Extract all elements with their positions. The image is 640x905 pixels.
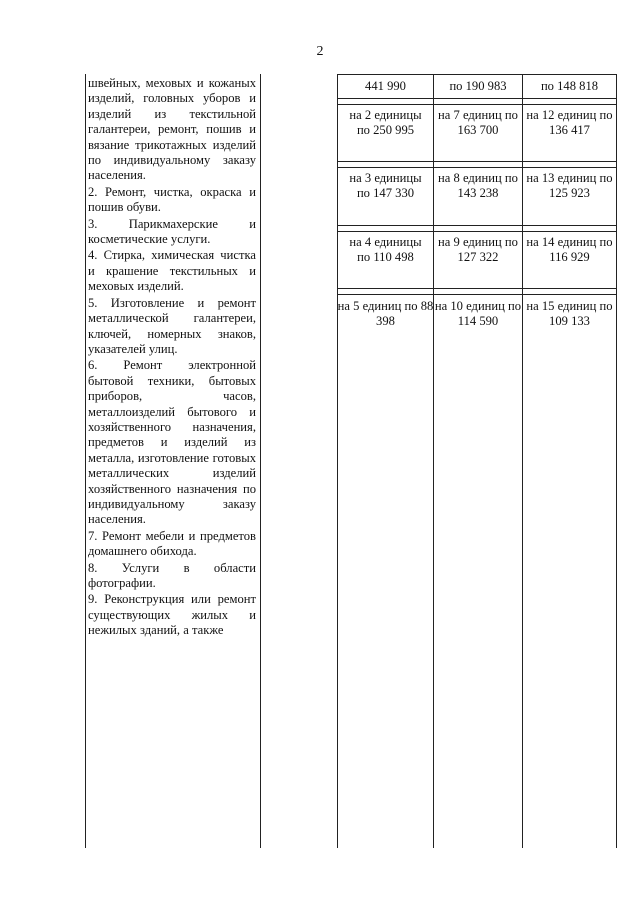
grid-cell: на 5 единиц по 88 398: [337, 294, 434, 330]
grid-cell: на 15 единиц по 109 133: [522, 294, 617, 330]
grid-cell: на 9 единиц по 127 322: [433, 231, 523, 289]
grid-cell: на 10 единиц по 114 590: [433, 294, 523, 330]
grid-cell: 441 990: [337, 74, 434, 99]
service-item: 6. Ремонт электронной бытовой техники, бытовых приборов, часов, металлоизделий бытового и хозяйственного назначения, предметов и изделий из металла, изготовление готовых металлических изделий хозяйственного назначения по индивидуальному заказу населения.: [88, 358, 256, 527]
grid-cell: на 8 единиц по 143 238: [433, 167, 523, 226]
services-list: [88, 76, 256, 639]
grid-cell: на 7 единиц по 163 700: [433, 104, 523, 162]
service-item: 5. Изготовление и ремонт металлической галантереи, ключей, номерных знаков, указателей улиц.: [88, 295, 256, 356]
service-item: швейных, меховых и кожаных изделий, головных уборов и изделий из текстильной галантереи, ремонт, пошив и вязание трикотажных изделий по индивидуальному заказу населения.: [88, 76, 256, 183]
service-item: 4. Стирка, химическая чистка и крашение текстильных и меховых изделий.: [88, 248, 256, 294]
grid-cell: на 4 единицы по 110 498: [337, 231, 434, 289]
grid-cell: на 14 единиц по 116 929: [522, 231, 617, 289]
column-divider: [260, 74, 261, 848]
page-number: 2: [316, 44, 324, 59]
grid-cell: по 190 983: [433, 74, 523, 99]
grid-cell: по 148 818: [522, 74, 617, 99]
service-item: 9. Реконструкция или ремонт существующих жилых и нежилых зданий, а также: [88, 592, 256, 638]
grid-cell: на 2 единицы по 250 995: [337, 104, 434, 162]
grid-cell: на 13 единиц по 125 923: [522, 167, 617, 226]
service-item: 8. Услуги в области фотографии.: [88, 560, 256, 590]
service-item: 3. Парикмахерские и косметические услуги.: [88, 216, 256, 247]
grid-cell: на 3 единицы по 147 330: [337, 167, 434, 226]
grid-cell: на 12 единиц по 136 417: [522, 104, 617, 162]
table-border-left: [85, 74, 86, 848]
service-item: 7. Ремонт мебели и предметов домашнего обихода.: [88, 528, 256, 559]
tariff-table: [85, 74, 617, 848]
service-item: 2. Ремонт, чистка, окраска и пошив обуви.: [88, 184, 256, 215]
